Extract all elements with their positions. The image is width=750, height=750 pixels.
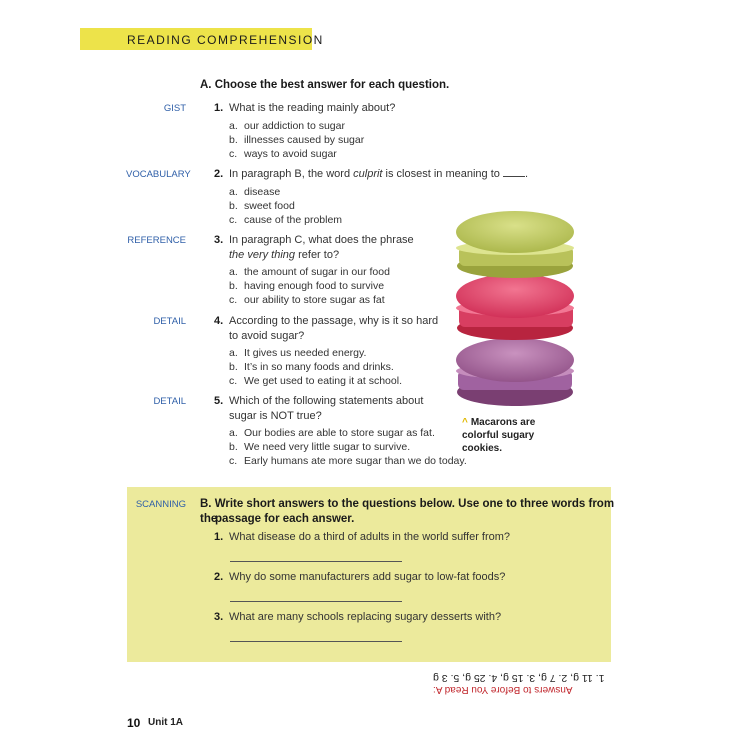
question-text: Which of the following statements about: [229, 395, 424, 407]
option-text: It’s in so many foods and drinks.: [244, 361, 394, 373]
option[interactable]: [229, 375, 402, 387]
option-letter: b.: [229, 200, 238, 212]
option-letter: a.: [229, 186, 238, 198]
section-b-title-line2: passage for each answer.: [215, 513, 355, 525]
answers-text: 1. 11 g, 2. 7 g, 3. 15 g, 4. 25 g, 5. 3 g: [433, 672, 605, 684]
image-caption: [462, 416, 582, 455]
purple-macaron: [456, 338, 574, 406]
option-letter: a.: [229, 120, 238, 132]
question-number: 4.: [214, 315, 224, 327]
option-letter: c.: [229, 214, 238, 226]
option-text: our ability to store sugar as fat: [244, 294, 385, 306]
option-text: We need very little sugar to survive.: [244, 441, 411, 453]
option[interactable]: [229, 455, 467, 467]
option-letter: b.: [229, 280, 238, 292]
option[interactable]: [229, 266, 390, 278]
option-letter: b.: [229, 441, 238, 453]
pink-macaron: [456, 274, 574, 340]
question-text-line2: to avoid sugar?: [229, 330, 305, 342]
section-a-title: A. Choose the best answer for each question.: [200, 79, 450, 91]
answer-line[interactable]: [230, 641, 402, 642]
question-text: In paragraph B, the word culprit is closest in meaning to .: [229, 168, 528, 180]
option-letter: a.: [229, 347, 238, 359]
question-text: According to the passage, why is it so hard: [229, 315, 439, 327]
skill-tag: DETAIL: [153, 316, 186, 327]
question-number: 1.: [214, 531, 224, 543]
skill-tag: SCANNING: [135, 499, 186, 510]
option-letter: b.: [229, 134, 238, 146]
option-letter: a.: [229, 427, 238, 439]
question-text-line2: [229, 248, 339, 263]
option-letter: a.: [229, 266, 238, 278]
option-text: the amount of sugar in our food: [244, 266, 390, 278]
skill-tag: GIST: [163, 103, 186, 114]
option[interactable]: [229, 294, 385, 306]
caption-line: colorful sugary: [462, 430, 535, 441]
question-text: In paragraph C, what does the phrase: [229, 234, 414, 246]
option-text: our addiction to sugar: [244, 120, 345, 132]
option[interactable]: [229, 120, 345, 132]
option-text: illnesses caused by sugar: [244, 134, 365, 146]
option-text: ways to avoid sugar: [244, 148, 337, 160]
option[interactable]: [229, 280, 384, 292]
option-text: Early humans ate more sugar than we do today.: [244, 455, 467, 467]
section-b-title: B. Write short answers to the questions below. Use one to three words from the: [200, 498, 615, 525]
option-text: having enough food to survive: [244, 280, 385, 292]
caption-line: cookies.: [462, 443, 503, 454]
option-letter: c.: [229, 455, 238, 467]
answers-header: Answers to Before You Read A:: [433, 684, 573, 695]
question-number: 3.: [214, 611, 224, 623]
question-text-italic: culprit: [353, 168, 383, 180]
question-number: 2.: [214, 168, 224, 180]
option-text: We get used to eating it at school.: [244, 375, 402, 387]
option[interactable]: [229, 186, 280, 198]
question-text-part: In paragraph B, the word: [229, 168, 354, 180]
option[interactable]: [229, 361, 394, 373]
option-text: sweet food: [244, 200, 295, 212]
upside-down-answers: [433, 672, 613, 698]
question-text: Why do some manufacturers add sugar to low-fat foods?: [229, 571, 506, 583]
caret-up-icon: ^: [462, 417, 468, 428]
skill-tag: VOCABULARY: [126, 169, 191, 180]
option[interactable]: [229, 200, 295, 212]
option-letter: c.: [229, 375, 238, 387]
question-number: 5.: [214, 395, 224, 407]
option-letter: c.: [229, 148, 238, 160]
skill-tag: DETAIL: [153, 396, 186, 407]
caption-line: Macarons are: [470, 417, 536, 428]
unit-label: Unit 1A: [148, 717, 183, 728]
question-text-italic: the very thing: [229, 249, 296, 261]
option-text: Our bodies are able to store sugar as fat.: [244, 427, 435, 439]
option-text: disease: [244, 186, 281, 198]
page-number: 10: [127, 716, 141, 730]
option[interactable]: [229, 441, 410, 453]
page-title: READING COMPREHENSION: [127, 33, 324, 47]
option-text: cause of the problem: [244, 214, 343, 226]
option[interactable]: [229, 427, 435, 439]
option-letter: c.: [229, 294, 238, 306]
question-number: 3.: [214, 234, 224, 246]
answer-line[interactable]: [230, 601, 402, 602]
option-letter: b.: [229, 361, 238, 373]
answer-blank: [503, 167, 525, 177]
option-text: It gives us needed energy.: [244, 347, 367, 359]
question-text: What disease do a third of adults in the world suffer from?: [229, 531, 511, 543]
answer-line[interactable]: [230, 561, 402, 562]
question-number: 1.: [214, 102, 224, 114]
question-text-part: refer to?: [295, 249, 340, 261]
question-number: 2.: [214, 571, 224, 583]
macaron-stack-image: [452, 210, 582, 410]
option[interactable]: [229, 347, 366, 359]
question-text: What are many schools replacing sugary desserts with?: [229, 611, 502, 623]
option[interactable]: [229, 148, 337, 160]
question-text-line2: sugar is NOT true?: [229, 410, 322, 422]
option[interactable]: [229, 214, 342, 226]
option[interactable]: [229, 134, 364, 146]
green-macaron: [456, 211, 574, 278]
skill-tag: REFERENCE: [127, 235, 186, 246]
question-text-part: is closest in meaning to: [382, 168, 503, 180]
question-text: What is the reading mainly about?: [229, 102, 396, 114]
